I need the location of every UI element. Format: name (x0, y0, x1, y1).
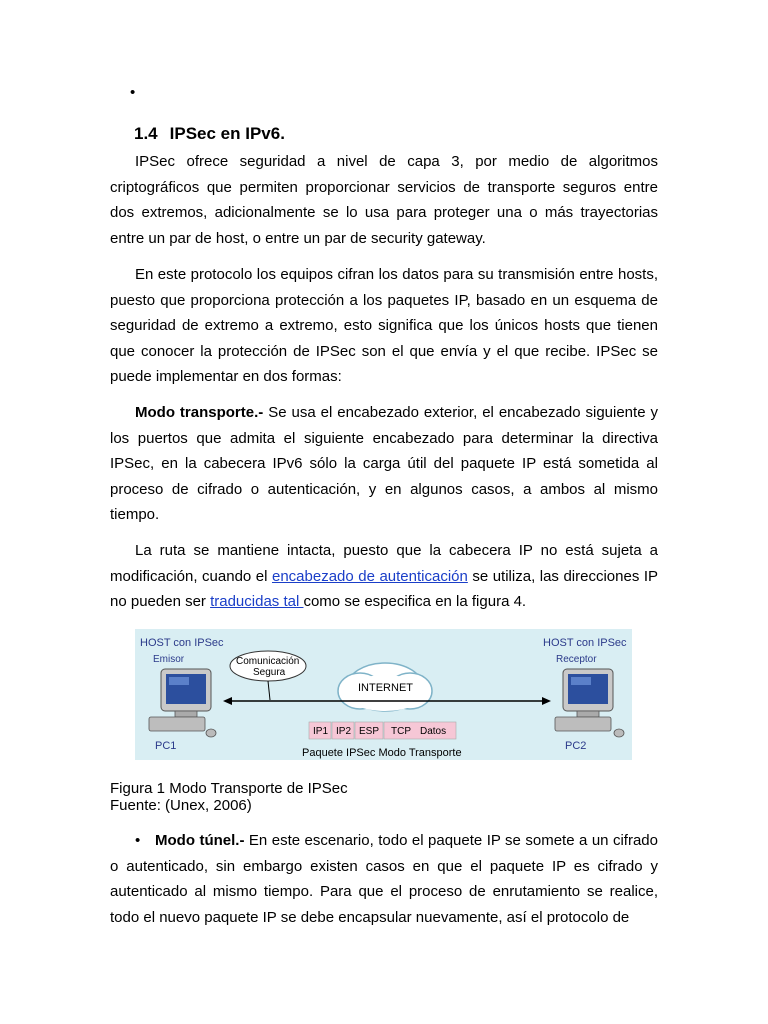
right-host-role: Receptor (556, 654, 597, 665)
figure-caption-source: Fuente: (Unex, 2006) (110, 797, 252, 814)
section-title: IPSec en IPv6. (169, 124, 285, 143)
link-encabezado-autenticacion[interactable]: encabezado de autenticación (271, 567, 468, 585)
bubble-line-1: Comunicación (236, 656, 300, 667)
paragraph-route (110, 538, 658, 615)
link-traducidas[interactable]: traducidas tal (210, 593, 304, 610)
empty-bullet: • (130, 84, 136, 101)
section-heading (134, 124, 285, 144)
section-number: 1.4 (134, 124, 158, 143)
right-pc-label: PC2 (565, 740, 587, 752)
paragraph-protocol: En este protocolo los equipos cifran los datos para su transmisión entre hosts, puesto que proporciona protección a los paquetes IP, basado en un esquema de seguridad de extremo a extremo, esto significa que los únicos hosts que tienen que conocer la protección de IPSec son el que envía y el que recibe. IPSec se puede implementar en dos formas: (110, 266, 658, 385)
bullet-marker: • (135, 832, 141, 849)
packet-field-ip2: IP2 (336, 726, 352, 737)
left-host-role: Emisor (153, 654, 185, 665)
bullet-tunnel-mode (110, 828, 658, 930)
tunnel-mode-text: En este escenario, todo el paquete IP se somete a un cifrado o autenticado, sin embargo existen casos en que el paquete IP es cifrado y autenticado al mismo tiempo. Para que el proceso de enrutamiento se realice, todo el nuevo paquete IP se debe encapsular nuevamente, así el protocolo de (110, 832, 658, 926)
figure-caption-title: Figura 1 Modo Transporte de IPSec (110, 780, 348, 797)
route-text-a: La ruta se mantiene intacta, puesto que la cabecera IP no está sujeta a modificación, cuando el (110, 542, 658, 585)
route-text-c: como se especifica en la figura 4. (303, 593, 527, 610)
right-host-title: HOST con IPSec (543, 637, 627, 649)
paragraph-intro: IPSec ofrece seguridad a nivel de capa 3, por medio de algoritmos criptográficos que permiten proporcionar servicios de transporte seguros entre dos extremos, adicionalmente se lo usa para proteger una o más trayectorias entre un par de host, o entre un par de security gateway. (110, 153, 658, 247)
tunnel-mode-term: Modo túnel.- (155, 832, 245, 849)
left-host-title: HOST con IPSec (140, 637, 224, 649)
packet-field-esp: ESP (359, 726, 380, 737)
packet-caption: Paquete IPSec Modo Transporte (302, 747, 462, 759)
transport-mode-term: Modo transporte.- (135, 404, 264, 421)
bubble-line-2: Segura (253, 667, 286, 678)
paragraph-transport-mode (110, 400, 658, 528)
packet-field-tcp: TCP (391, 726, 411, 737)
transport-mode-diagram (135, 629, 632, 760)
packet-field-ip1: IP1 (313, 726, 329, 737)
left-pc-label: PC1 (155, 740, 177, 752)
packet-field-datos: Datos (420, 726, 447, 737)
figure-caption (110, 780, 348, 814)
route-text-b: se utiliza, las direcciones IP no pueden ser (110, 567, 659, 610)
transport-mode-text: Se usa el encabezado exterior, el encabezado siguiente y los puertos que admita el siguiente encabezado para determinar la directiva IPSec, en la cabecera IPv6 sólo la carga útil del paquete IP está sometida al proceso de cifrado o autenticación, y en algunos casos, a ambos al mismo tiempo. (110, 404, 658, 523)
internet-label: INTERNET (358, 682, 413, 694)
